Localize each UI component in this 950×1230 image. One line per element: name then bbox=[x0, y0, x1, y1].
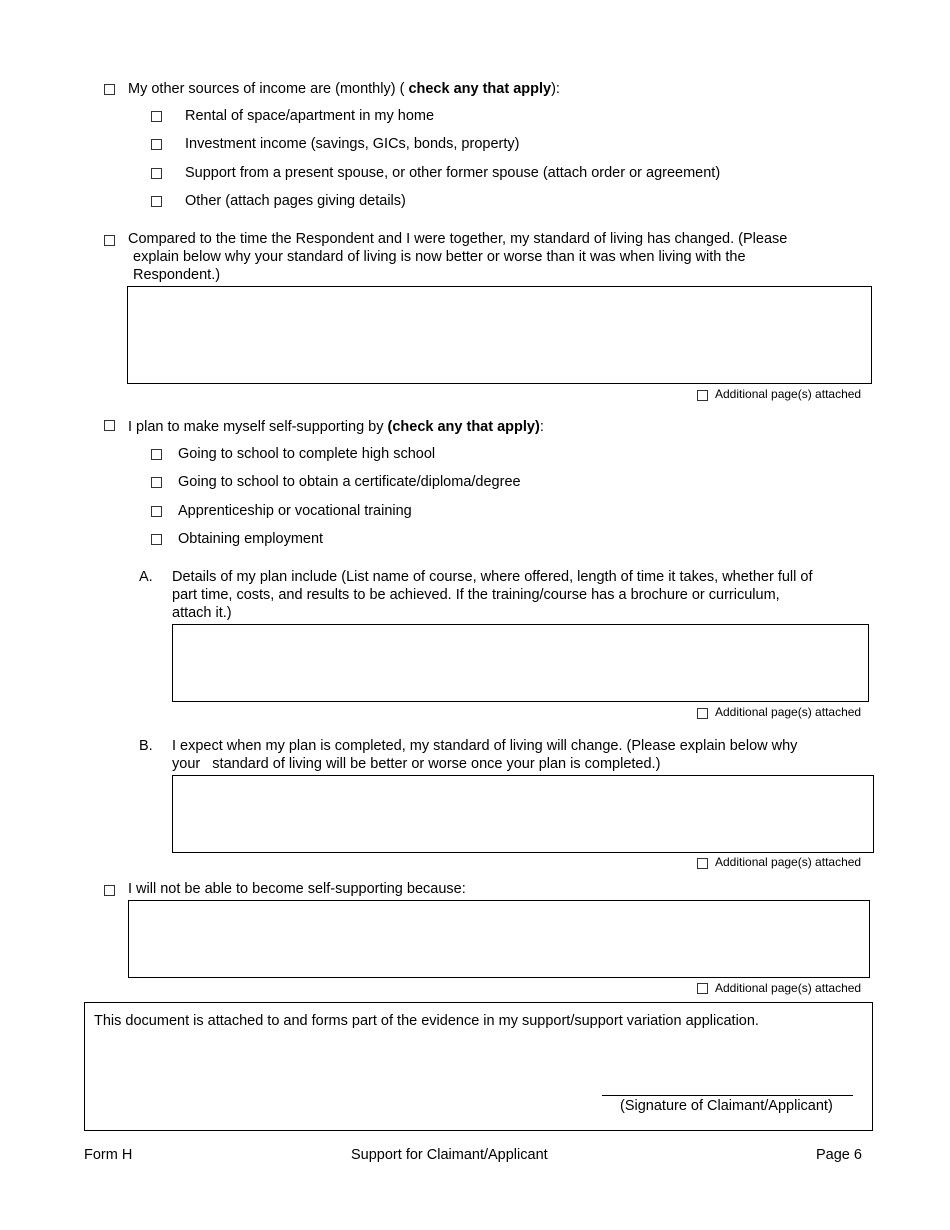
plan-intro: I plan to make myself self-supporting by (check any that apply): bbox=[128, 419, 544, 435]
not-supporting-attached-label: Additional page(s) attached bbox=[715, 981, 862, 995]
footer-title: Support for Claimant/Applicant bbox=[351, 1147, 548, 1163]
plan-option-checkbox[interactable] bbox=[151, 506, 162, 517]
plan-details-field[interactable] bbox=[172, 624, 869, 702]
not-supporting-field[interactable] bbox=[128, 900, 870, 978]
plan-option-label: Going to school to obtain a certificate/diploma/degree bbox=[178, 474, 521, 490]
evidence-text: This document is attached to and forms part of the evidence in my support/support variation application. bbox=[94, 1013, 759, 1029]
plan-b-attached-label: Additional page(s) attached bbox=[715, 855, 862, 869]
plan-a-text-line: attach it.) bbox=[172, 605, 232, 621]
income-option-checkbox[interactable] bbox=[151, 196, 162, 207]
plan-b-attached-checkbox[interactable] bbox=[697, 858, 708, 869]
standard-explanation-field[interactable] bbox=[127, 286, 872, 384]
plan-a-text-line: Details of my plan include (List name of course, where offered, length of time it takes, whether full of bbox=[172, 569, 813, 585]
income-option-checkbox[interactable] bbox=[151, 139, 162, 150]
standard-text-line: Compared to the time the Respondent and I were together, my standard of living has changed. (Please bbox=[128, 231, 788, 247]
plan-a-text-line: part time, costs, and results to be achieved. If the training/course has a brochure or curriculum, bbox=[172, 587, 780, 603]
plan-a-attached-checkbox[interactable] bbox=[697, 708, 708, 719]
income-option-checkbox[interactable] bbox=[151, 168, 162, 179]
standard-attached-label: Additional page(s) attached bbox=[715, 387, 862, 401]
plan-checkbox[interactable] bbox=[104, 420, 115, 431]
plan-b-label: B. bbox=[139, 738, 153, 754]
income-option-label: Investment income (savings, GICs, bonds, property) bbox=[185, 136, 520, 152]
income-option-checkbox[interactable] bbox=[151, 111, 162, 122]
signature-line[interactable] bbox=[602, 1095, 853, 1096]
footer-page: Page 6 bbox=[816, 1147, 862, 1163]
plan-option-checkbox[interactable] bbox=[151, 449, 162, 460]
not-supporting-text: I will not be able to become self-supporting because: bbox=[128, 881, 466, 897]
income-checkbox[interactable] bbox=[104, 84, 115, 95]
plan-a-attached-label: Additional page(s) attached bbox=[715, 705, 862, 719]
evidence-box bbox=[84, 1002, 873, 1131]
plan-outcome-field[interactable] bbox=[172, 775, 874, 853]
signature-label: (Signature of Claimant/Applicant) bbox=[620, 1098, 833, 1114]
income-option-label: Other (attach pages giving details) bbox=[185, 193, 406, 209]
standard-attached-checkbox[interactable] bbox=[697, 390, 708, 401]
standard-text-line: explain below why your standard of living is now better or worse than it was when living with the bbox=[133, 249, 746, 265]
plan-b-text-line: your standard of living will be better or worse once your plan is completed.) bbox=[172, 756, 661, 772]
standard-checkbox[interactable] bbox=[104, 235, 115, 246]
plan-b-text-line: I expect when my plan is completed, my standard of living will change. (Please explain below why bbox=[172, 738, 798, 754]
plan-option-label: Apprenticeship or vocational training bbox=[178, 503, 412, 519]
plan-a-label: A. bbox=[139, 569, 153, 585]
income-option-label: Rental of space/apartment in my home bbox=[185, 108, 435, 124]
plan-option-label: Going to school to complete high school bbox=[178, 446, 436, 462]
standard-text-line: Respondent.) bbox=[133, 267, 221, 283]
plan-option-checkbox[interactable] bbox=[151, 534, 162, 545]
plan-option-checkbox[interactable] bbox=[151, 477, 162, 488]
not-supporting-checkbox[interactable] bbox=[104, 885, 115, 896]
income-intro: My other sources of income are (monthly) ( check any that apply): bbox=[128, 81, 560, 97]
footer-form: Form H bbox=[84, 1147, 133, 1163]
plan-option-label: Obtaining employment bbox=[178, 531, 324, 547]
not-supporting-attached-checkbox[interactable] bbox=[697, 983, 708, 994]
income-option-label: Support from a present spouse, or other former spouse (attach order or agreement) bbox=[185, 165, 721, 181]
